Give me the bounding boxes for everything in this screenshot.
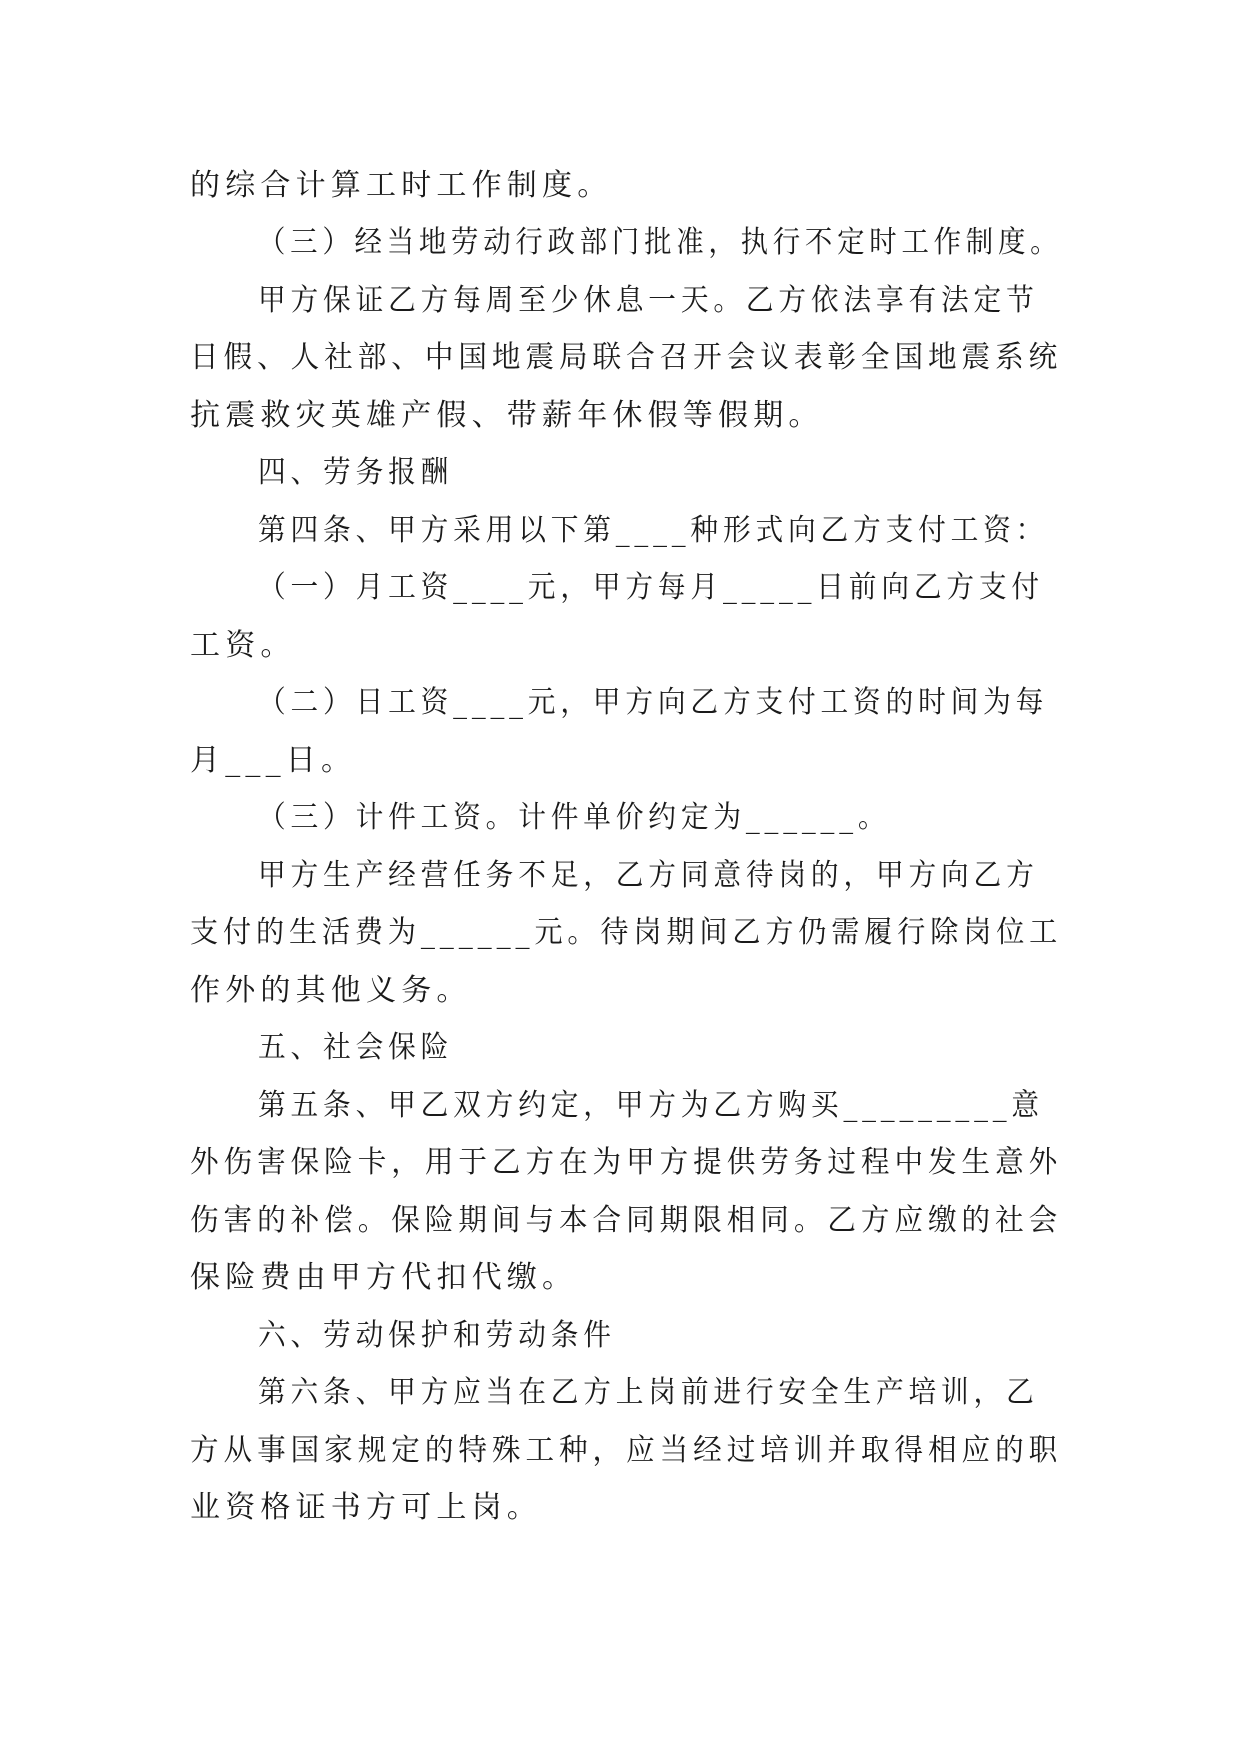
text-line: 作外的其他义务。	[190, 973, 472, 1008]
text-line: 业资格证书方可上岗。	[190, 1490, 542, 1525]
text-line: （一）月工资____元，甲方每月_____日前向乙方支付	[258, 570, 1044, 605]
text-line: 第六条、甲方应当在乙方上岗前进行安全生产培训，乙	[258, 1375, 1039, 1410]
text-line: 外伤害保险卡，用于乙方在为甲方提供劳务过程中发生意外	[190, 1145, 1063, 1180]
text-line: （三）计件工资。计件单价约定为______。	[258, 800, 891, 835]
text-line: 支付的生活费为______元。待岗期间乙方仍需履行除岗位工	[190, 915, 1063, 950]
text-line: 甲方保证乙方每周至少休息一天。乙方依法享有法定节	[258, 283, 1039, 318]
text-line: 抗震救灾英雄产假、带薪年休假等假期。	[190, 398, 824, 433]
text-line: 的综合计算工时工作制度。	[190, 168, 613, 203]
text-line: （三）经当地劳动行政部门批准，执行不定时工作制度。	[258, 225, 1063, 260]
text-line: 伤害的补偿。保险期间与本合同期限相同。乙方应缴的社会	[190, 1203, 1063, 1238]
text-line: （二）日工资____元，甲方向乙方支付工资的时间为每	[258, 685, 1049, 720]
text-line: 日假、人社部、中国地震局联合召开会议表彰全国地震系统	[190, 340, 1063, 375]
section-heading: 四、劳务报酬	[258, 455, 454, 490]
text-line: 第四条、甲方采用以下第____种形式向乙方支付工资：	[258, 513, 1049, 548]
section-heading: 五、社会保险	[258, 1030, 454, 1065]
text-line: 方从事国家规定的特殊工种，应当经过培训并取得相应的职	[190, 1433, 1063, 1468]
section-heading: 六、劳动保护和劳动条件	[258, 1318, 616, 1353]
text-line: 甲方生产经营任务不足，乙方同意待岗的，甲方向乙方	[258, 858, 1039, 893]
text-line: 第五条、甲乙双方约定，甲方为乙方购买_________意	[258, 1088, 1044, 1123]
text-line: 月___日。	[190, 743, 357, 778]
text-line: 保险费由甲方代扣代缴。	[190, 1260, 578, 1295]
text-line: 工资。	[190, 628, 296, 663]
